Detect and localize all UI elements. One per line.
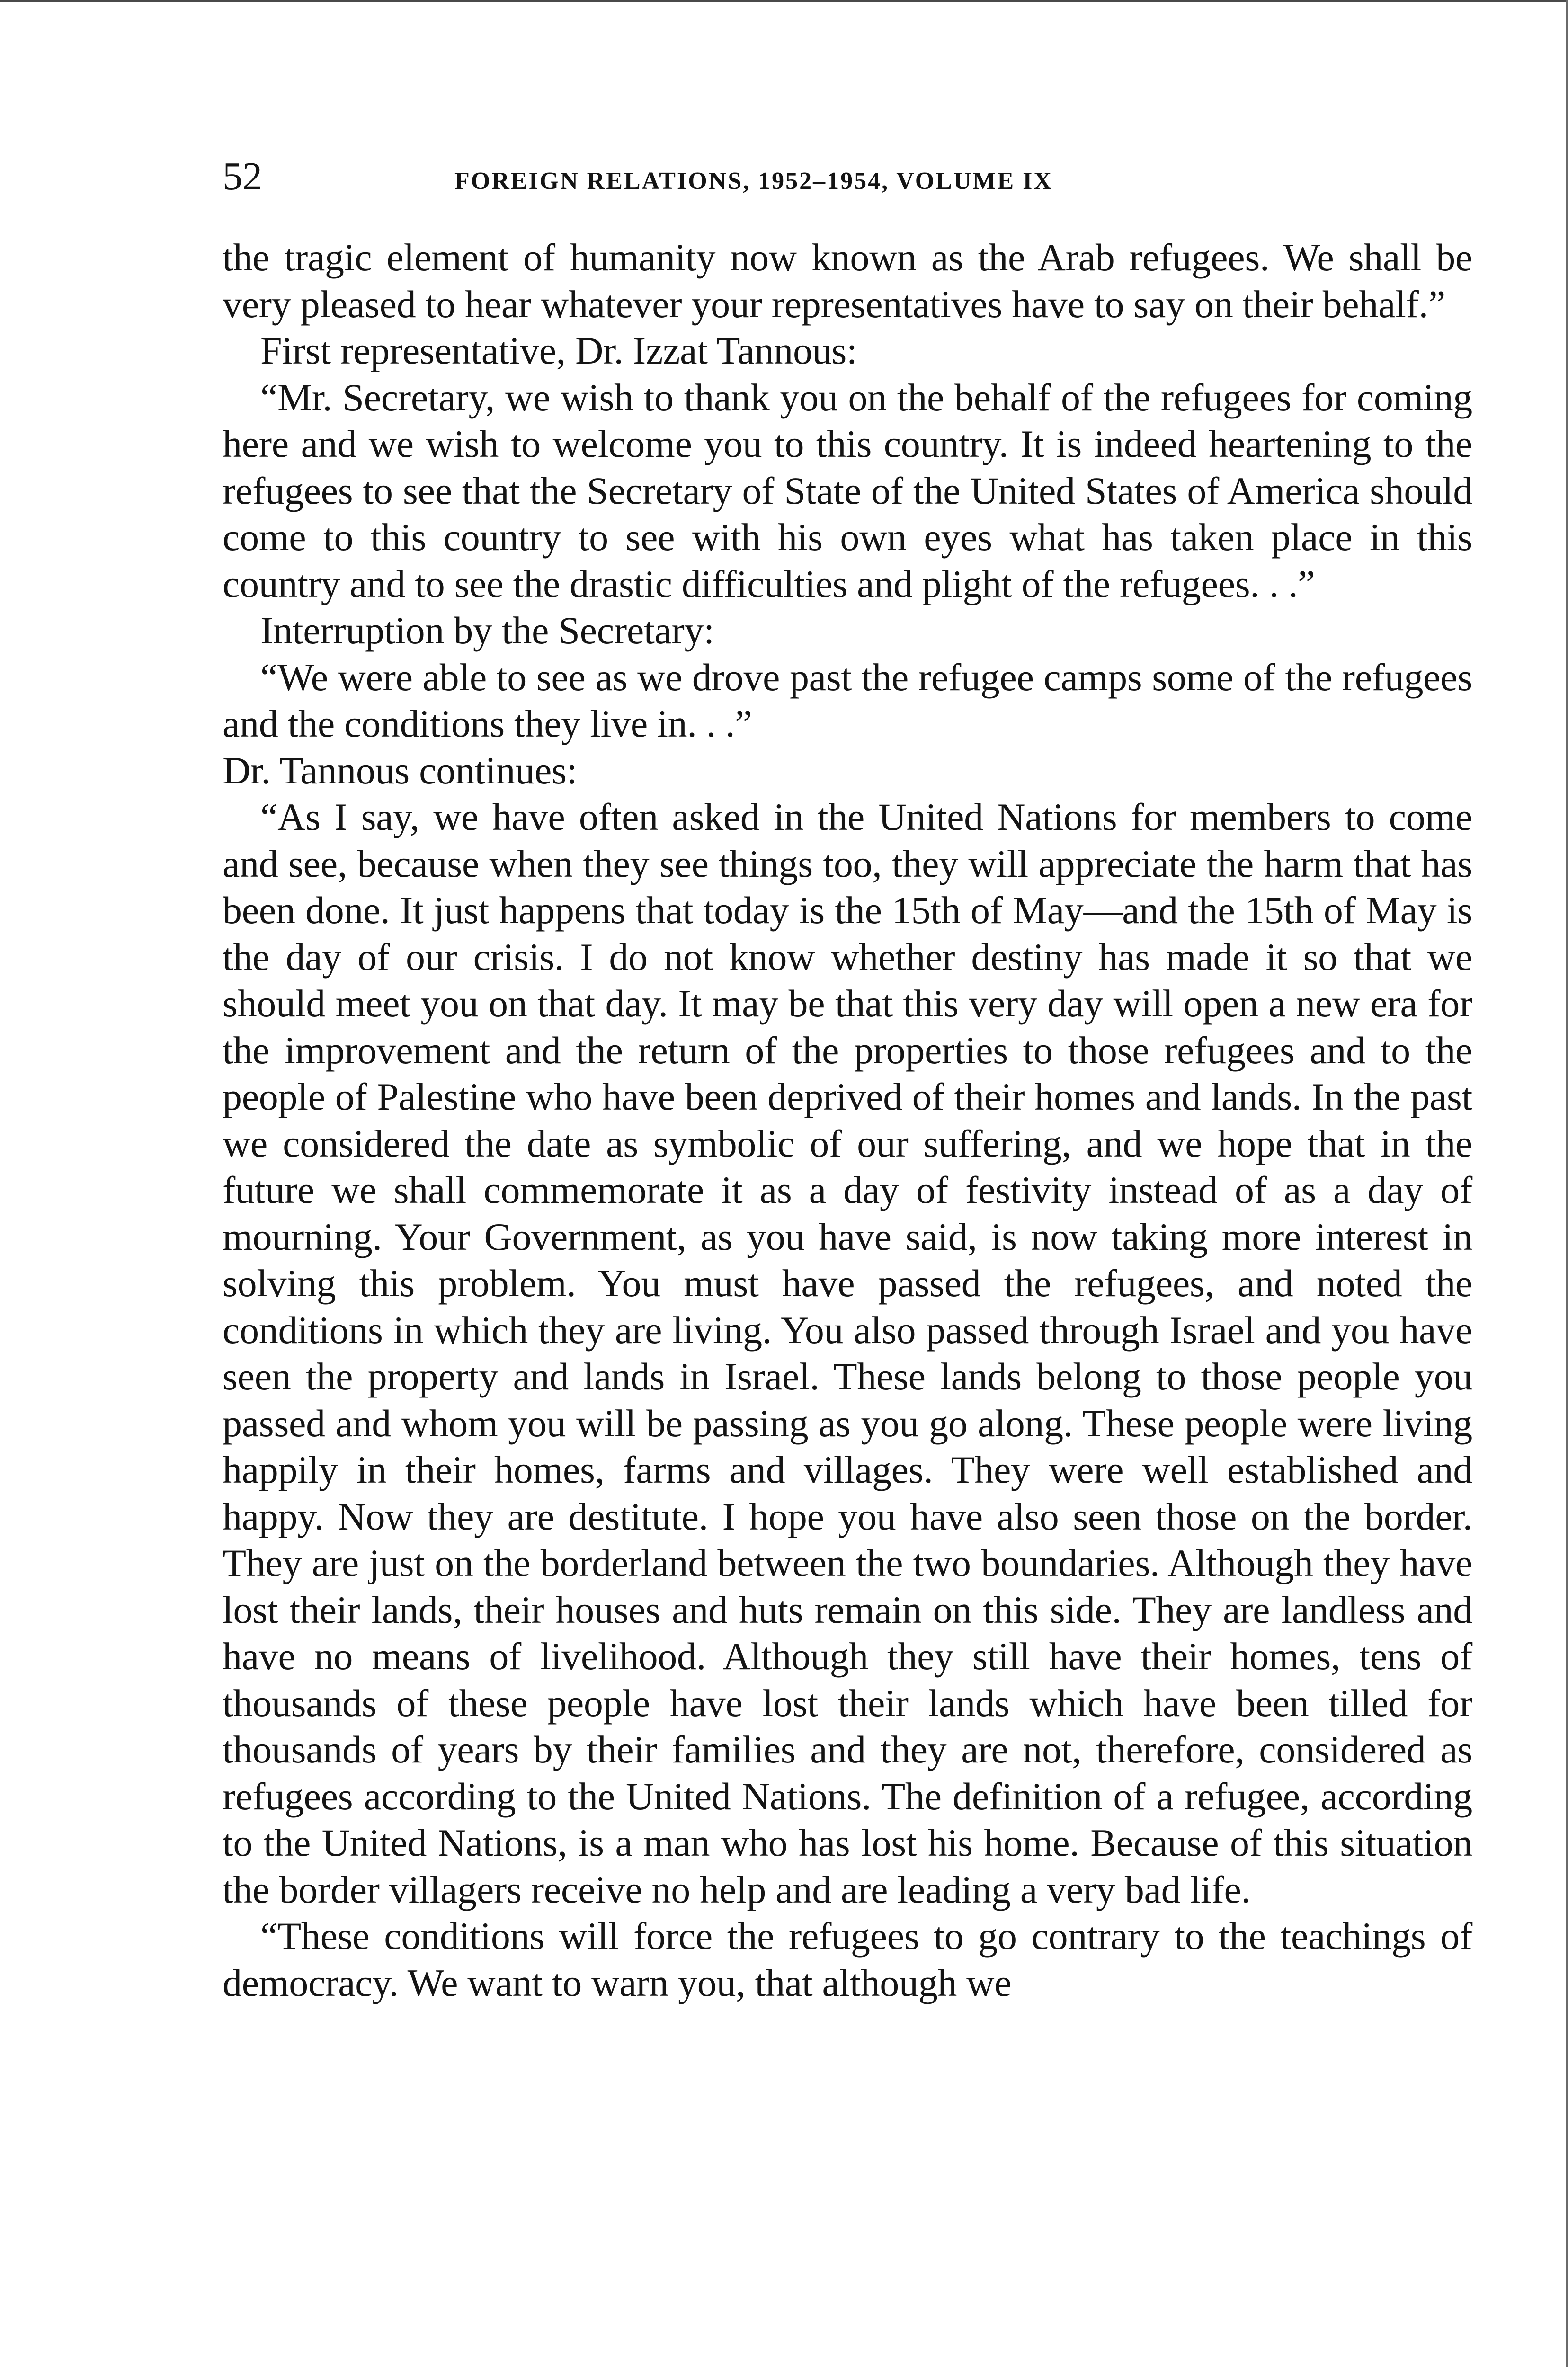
paragraph-tannous-welcome: “Mr. Secretary, we wish to thank you on the behalf of the refugees for coming here and we wish to welcome you to this country. It is indeed heartening to the refugees to see that the Secretary of State of the United States of America should come to this country to see with his own eyes what has taken place in this country and to see the drastic difficulties and plight of the refugees. . .” bbox=[223, 375, 1472, 605]
paragraph-tannous-statement: “As I say, we have often asked in the United Nations for members to come and see, because when they see things too, they will appreciate the harm that has been done. It just happens that today is the 15th of May—and the 15th of May is the day of our crisis. I do not know whether destiny has made it so that we should meet you on that day. It may be that this very day will open a new era for the improvement and the return of the properties to those refugees and to the people of Palestine who have been deprived of their homes and lands. In the past we considered the date as symbolic of our suffering, and we hope that in the future we shall commemorate it as a day of festivity instead of as a day of mourning. Your Government, as you have said, is now taking more interest in solving this problem. You must have passed the refugees, and noted the conditions in which they are living. You also passed through Israel and you have seen the property and lands in Israel. These lands belong to those people you passed and whom you will be passing as you go along. These people were living happily in their homes, farms and villages. They were well established and happy. Now they are destitute. I hope you have also seen those on the border. They are just on the borderland between the two boundaries. Although they have lost their lands, their houses and huts remain on this side. They are landless and have no means of livelihood. Although they still have their homes, tens of thousands of these people have lost their lands which have been tilled for thousands of years by their families and they are not, therefore, considered as refugees according to the United Nations. The definition of a refugee, according to the United Nations, is a man who has lost his home. Because of this situation the border villagers receive no help and are leading a very bad life. bbox=[223, 795, 1472, 1911]
paragraph-interruption-intro: Interruption by the Secretary: bbox=[260, 609, 714, 652]
page-number: 52 bbox=[223, 154, 262, 198]
paragraph-secretary-remark: “We were able to see as we drove past the refugee camps some of the refugees and the conditions they live in. . .” bbox=[223, 655, 1472, 745]
scan-top-edge bbox=[0, 0, 1568, 2]
paragraph-continuation: the tragic element of humanity now known as the Arab refugees. We shall be very pleased to hear whatever your representatives have to say on their behalf.” bbox=[223, 236, 1472, 326]
paragraph-speaker-intro: First representative, Dr. Izzat Tannous: bbox=[260, 329, 857, 372]
scan-right-edge bbox=[1566, 0, 1568, 2367]
running-head bbox=[223, 151, 1472, 207]
body-text bbox=[223, 234, 1472, 2006]
paragraph-tannous-warning: “These conditions will force the refugees to go contrary to the teachings of democracy. We want to warn you, that although we bbox=[223, 1914, 1472, 2004]
running-title: FOREIGN RELATIONS, 1952–1954, VOLUME IX bbox=[454, 168, 1053, 195]
paragraph-tannous-continues: Dr. Tannous continues: bbox=[223, 748, 578, 792]
